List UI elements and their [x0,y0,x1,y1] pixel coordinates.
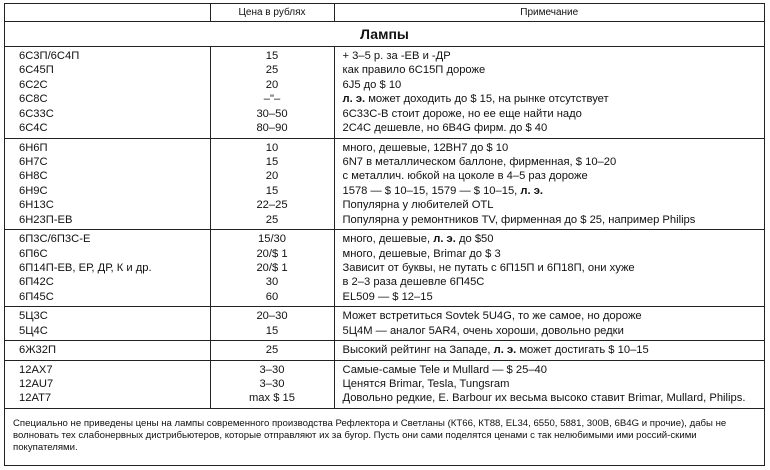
note-text: Зависит от буквы, не путать с 6П15П и 6П18П, они хуже [342,262,635,274]
lamp-note [335,141,765,155]
table-header-row [5,4,764,22]
lamp-name: 5Ц4С [19,324,48,337]
note-text: 5Ц4М — аналог 5AR4, очень хороши, довольно редки [342,324,624,337]
lamp-price: 60 [265,290,279,303]
note-text: много, дешевые, 12ВН7 до $ 10 [342,141,509,154]
header-note-cell: Примечание [334,4,764,22]
lamp-note [335,377,765,391]
lamp-price: 15/30 [258,233,286,246]
lamp-name: 6П42С [19,276,54,289]
note-cell [334,307,764,341]
lamp-name: 6С45П [19,64,54,77]
note-text: до $50 [455,233,494,246]
price-cell [210,360,334,408]
note-text: Довольно редкие, E. Barbour их весьма высоко ставит Brimar, Mullard, Philips. [342,392,746,405]
lamp-name: 12AU7 [19,378,54,391]
lamp-price: 10 [265,141,279,154]
lamp-name-cell [5,138,210,230]
table-group [5,360,764,408]
lamp-name: 6П45С [19,290,54,303]
footnote: Специально не приведены цены на лампы современного производства Рефлектора и Светланы (КТ66, КТ88, EL34, 6550, 5881, 300B, 6В4G и прочие), дабы не волновать тех слабонервных дистрибьютеров, которые отправляют их за бугор. Пусть они сами поделятся ценами с так нелюбимыми ими россий-скими покупателями. [5,408,764,455]
lamp-name-cell [5,360,210,408]
lamp-name: 5Ц3С [19,310,48,323]
note-text: Самые-самые Tele и Mullard — $ 25–40 [342,363,547,376]
note-text: Популярна у любителей OTL [342,199,494,212]
note-emphasis: л. э. [342,93,366,106]
lamp-name: 6С2С [19,78,48,91]
lamp-price-table [5,4,764,408]
lamp-name: 6Н7С [19,156,48,168]
lamp-name: 6П3С/6П3С-Е [19,233,91,246]
header-price-cell: Цена в рублях [210,4,334,22]
section-title: Лампы [5,22,764,47]
lamp-name: 12AT7 [19,392,52,405]
lamp-name: 6П6С [19,247,48,260]
note-cell [334,47,764,139]
lamp-name: 6С4С [19,122,48,135]
lamp-price: 25 [265,64,279,77]
lamp-name: 6Н13С [19,199,54,212]
note-text: как правило 6С15П дороже [342,64,486,77]
section-title-row [5,22,764,47]
header-name-cell [5,4,210,22]
note-text: EL509 — $ 12–15 [342,290,433,303]
lamp-price: –"– [263,93,281,106]
note-emphasis: л. э. [520,184,544,197]
price-cell [210,47,334,139]
lamp-note [335,309,765,323]
note-text: может доходить до $ 15, на рынке отсутствует [365,93,609,106]
table-group [5,307,764,341]
lamp-name-cell [5,47,210,139]
note-text: 2С4С дешевле, но 6В4G фирм. до $ 40 [342,122,548,135]
table-group [5,230,764,307]
lamp-note [335,232,765,246]
lamp-price: 15 [265,324,279,337]
lamp-note [335,107,765,121]
lamp-note [335,169,765,183]
price-cell [210,307,334,341]
lamp-price: 20–30 [256,310,288,323]
lamp-name-cell [5,341,210,360]
note-text: 6J5 до $ 10 [342,78,402,91]
lamp-note [335,391,765,405]
lamp-price: 20/$ 1 [256,262,288,274]
note-cell [334,230,764,307]
lamp-price: 22–25 [256,199,288,212]
lamp-note [335,343,765,357]
lamp-price: 3–30 [259,363,285,376]
note-emphasis: л. э. [493,344,517,357]
lamp-price: 20 [265,78,279,91]
lamp-note [335,198,765,212]
lamp-price: 15 [265,50,279,62]
lamp-note [335,92,765,106]
lamp-name: 6Н9С [19,184,48,197]
lamp-name: 6П14П-ЕВ, ЕР, ДР, К и др. [19,262,152,274]
note-text: 6С33С-В стоит дороже, но ее еще найти надо [342,107,582,120]
note-text: 6N7 в металлическом баллоне, фирменная, $ 10–20 [342,156,617,168]
note-cell [334,341,764,360]
note-text: Популярна у ремонтников TV, фирменная до $ 25, например Philips [342,213,696,226]
note-emphasis: л. э. [433,233,456,246]
lamp-name: 6Н8С [19,170,48,183]
lamp-note [335,184,765,198]
lamp-note [335,121,765,135]
lamp-price: 25 [265,213,279,226]
note-text: много, дешевые, [342,233,434,246]
note-text: Ценятся Brimar, Tesla, Tungsram [342,378,510,391]
table-group [5,47,764,139]
lamp-note [335,213,765,227]
lamp-note [335,290,765,304]
lamp-note [335,324,765,338]
lamp-price: max $ 15 [248,392,296,405]
note-text: 1578 — $ 10–15, 1579 — $ 10–15, [342,184,521,197]
lamp-price: 30 [265,276,279,289]
lamp-price: 20 [265,170,279,183]
lamp-price: 20/$ 1 [256,247,288,260]
lamp-note [335,275,765,289]
table-group [5,341,764,360]
lamp-note [335,155,765,169]
note-text: в 2–3 раза дешевле 6П45С [342,276,485,289]
note-text: Может встретиться Sovtek 5U4G, то же самое, но дороже [342,310,642,323]
lamp-name: 12AX7 [19,363,53,376]
lamp-note [335,78,765,92]
note-text: Высокий рейтинг на Западе, [342,344,494,357]
lamp-price: 3–30 [259,378,285,391]
lamp-name: 6Н6П [19,141,48,154]
table-group [5,138,764,230]
lamp-name: 6Ж32П [19,344,57,357]
price-table-document [4,3,765,466]
lamp-price: 15 [265,156,279,168]
note-text: + 3–5 р. за -ЕВ и -ДР [342,50,451,62]
lamp-note [335,247,765,261]
lamp-name: 6С33С [19,107,54,120]
lamp-name: 6Н23П-ЕВ [19,213,73,226]
lamp-price: 15 [265,184,279,197]
note-text: может достигать $ 10–15 [516,344,649,357]
lamp-note [335,363,765,377]
lamp-name-cell [5,307,210,341]
note-text: с металлич. юбкой на цоколе в 4–5 раз дороже [342,170,588,183]
lamp-note [335,261,765,275]
lamp-name: 6С3П/6С4П [19,50,80,62]
price-cell [210,138,334,230]
lamp-price: 30–50 [256,107,288,120]
lamp-note [335,63,765,77]
note-cell [334,360,764,408]
price-cell [210,341,334,360]
lamp-name-cell [5,230,210,307]
lamp-price: 25 [265,344,279,357]
lamp-note [335,49,765,63]
note-cell [334,138,764,230]
lamp-price: 80–90 [256,122,288,135]
note-text: много, дешевые, Brimar до $ 3 [342,247,501,260]
lamp-name: 6С8С [19,93,48,106]
price-cell [210,230,334,307]
